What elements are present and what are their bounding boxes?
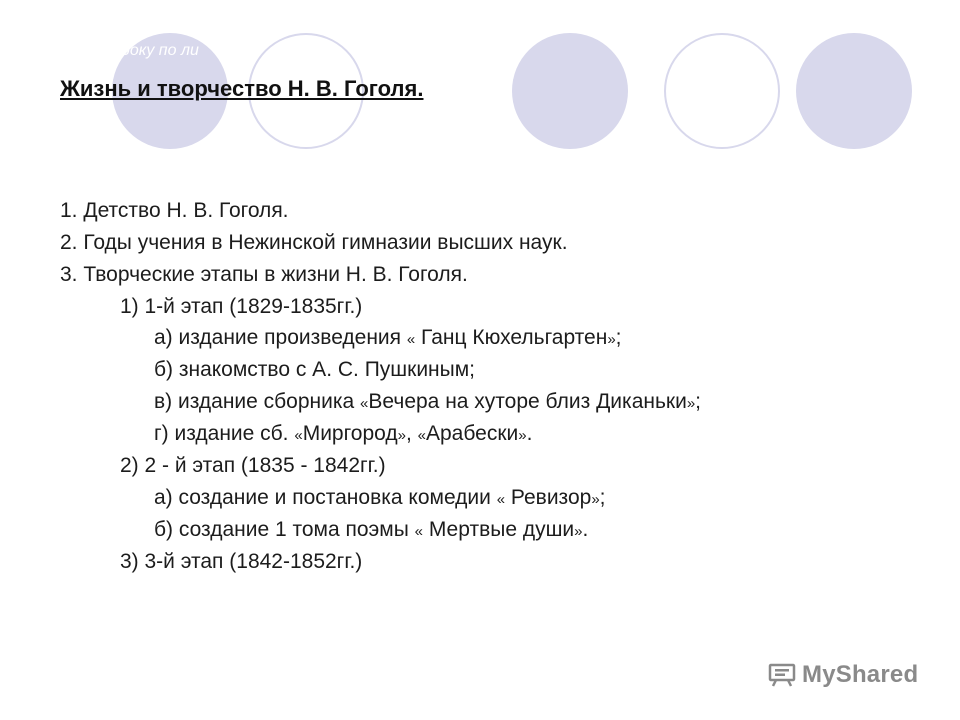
stage-3-heading: 3) 3-й этап (1842-1852гг.) [120, 550, 363, 573]
stage-1-heading: 1) 1-й этап (1829-1835гг.) [120, 295, 363, 318]
stage-2-heading: 2) 2 - й этап (1835 - 1842гг.) [120, 454, 386, 477]
stage-1-item-d: г) издание сб. «Миргород», «Арабески». [154, 422, 533, 445]
outline-item-creative-stages: 3. Творческие этапы в жизни Н. В. Гоголя. [60, 263, 468, 286]
watermark-text: MyShared [802, 661, 919, 688]
watermark [768, 660, 918, 690]
stage-1-item-b: б) знакомство с А. С. Пушкиным; [154, 358, 476, 381]
chalkboard-icon [768, 663, 796, 687]
header-note: уроку по ли [113, 42, 199, 59]
stage-2-item-a: а) создание и постановка комедии « Ревизор»; [154, 486, 606, 509]
slide-title: Жизнь и творчество Н. В. Гоголя. [60, 76, 424, 101]
outline-item-childhood: 1. Детство Н. В. Гоголя. [60, 199, 289, 222]
stage-2-item-b: б) создание 1 тома поэмы « Мертвые души». [154, 518, 589, 541]
outline-item-gymnasium: 2. Годы учения в Нежинской гимназии высших наук. [60, 231, 568, 254]
decor-circle-filled [796, 33, 912, 149]
stage-1-item-c: в) издание сборника «Вечера на хуторе близ Диканьки»; [154, 390, 702, 413]
decor-circle-ring [664, 33, 780, 149]
stage-1-item-a: а) издание произведения « Ганц Кюхельгартен»; [154, 326, 622, 349]
decor-circle-filled [512, 33, 628, 149]
